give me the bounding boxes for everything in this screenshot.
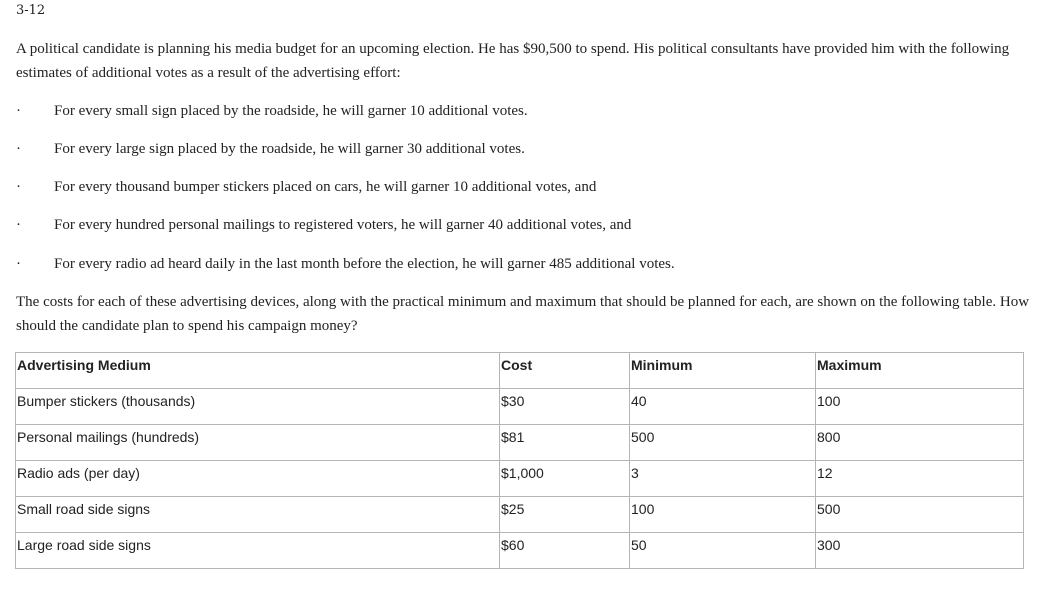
- cell-cost: $30: [500, 389, 630, 425]
- bullet-item: [0, 137, 1040, 161]
- bullet-marker: ·: [16, 256, 21, 272]
- cell-medium: Radio ads (per day): [16, 461, 500, 497]
- bullet-marker: ·: [16, 141, 21, 157]
- problem-number: 3-12: [16, 3, 46, 18]
- bullet-text: For every hundred personal mailings to registered voters, he will garner 40 additional votes, and: [54, 217, 632, 233]
- table-row: [16, 425, 1024, 461]
- cell-medium: Small road side signs: [16, 497, 500, 533]
- header-minimum: Minimum: [630, 353, 816, 389]
- bullet-marker: ·: [16, 103, 21, 119]
- header-cost: Cost: [500, 353, 630, 389]
- bullet-marker: ·: [16, 179, 21, 195]
- bullet-text: For every small sign placed by the roadside, he will garner 10 additional votes.: [54, 103, 528, 119]
- table-row: [16, 389, 1024, 425]
- bullet-item: [0, 175, 1040, 199]
- header-maximum: Maximum: [816, 353, 1024, 389]
- advertising-table: [15, 352, 1024, 569]
- header-advertising-medium: Advertising Medium: [16, 353, 500, 389]
- cell-medium: Large road side signs: [16, 533, 500, 569]
- table-row: [16, 461, 1024, 497]
- cell-cost: $60: [500, 533, 630, 569]
- table-row: [16, 533, 1024, 569]
- cell-minimum: 100: [630, 497, 816, 533]
- intro-paragraph: A political candidate is planning his media budget for an upcoming election. He has $90,500 to spend. His political consultants have provided him with the following estimates of additional votes as a result of the advertising effort:: [16, 41, 1010, 81]
- cell-maximum: 12: [816, 461, 1024, 497]
- cell-medium: Personal mailings (hundreds): [16, 425, 500, 461]
- cell-minimum: 40: [630, 389, 816, 425]
- table-row: [16, 497, 1024, 533]
- cell-cost: $1,000: [500, 461, 630, 497]
- cell-maximum: 300: [816, 533, 1024, 569]
- bullet-text: For every thousand bumper stickers placed on cars, he will garner 10 additional votes, and: [54, 179, 597, 195]
- bullet-item: [0, 252, 1040, 276]
- cell-maximum: 800: [816, 425, 1024, 461]
- bullet-item: [0, 99, 1040, 123]
- bullet-marker: ·: [16, 217, 21, 233]
- cell-cost: $25: [500, 497, 630, 533]
- bullet-item: [0, 213, 1040, 237]
- costs-paragraph: The costs for each of these advertising devices, along with the practical minimum and maximum that should be planned for each, are shown on the following table. How should the candidate plan to spend his campaign money?: [16, 294, 1030, 334]
- cell-maximum: 500: [816, 497, 1024, 533]
- bullet-text: For every large sign placed by the roadside, he will garner 30 additional votes.: [54, 141, 525, 157]
- cell-medium: Bumper stickers (thousands): [16, 389, 500, 425]
- cell-minimum: 50: [630, 533, 816, 569]
- table-header-row: [16, 353, 1024, 389]
- cell-cost: $81: [500, 425, 630, 461]
- cell-minimum: 500: [630, 425, 816, 461]
- cell-minimum: 3: [630, 461, 816, 497]
- bullet-text: For every radio ad heard daily in the last month before the election, he will garner 485 additional votes.: [54, 256, 675, 272]
- cell-maximum: 100: [816, 389, 1024, 425]
